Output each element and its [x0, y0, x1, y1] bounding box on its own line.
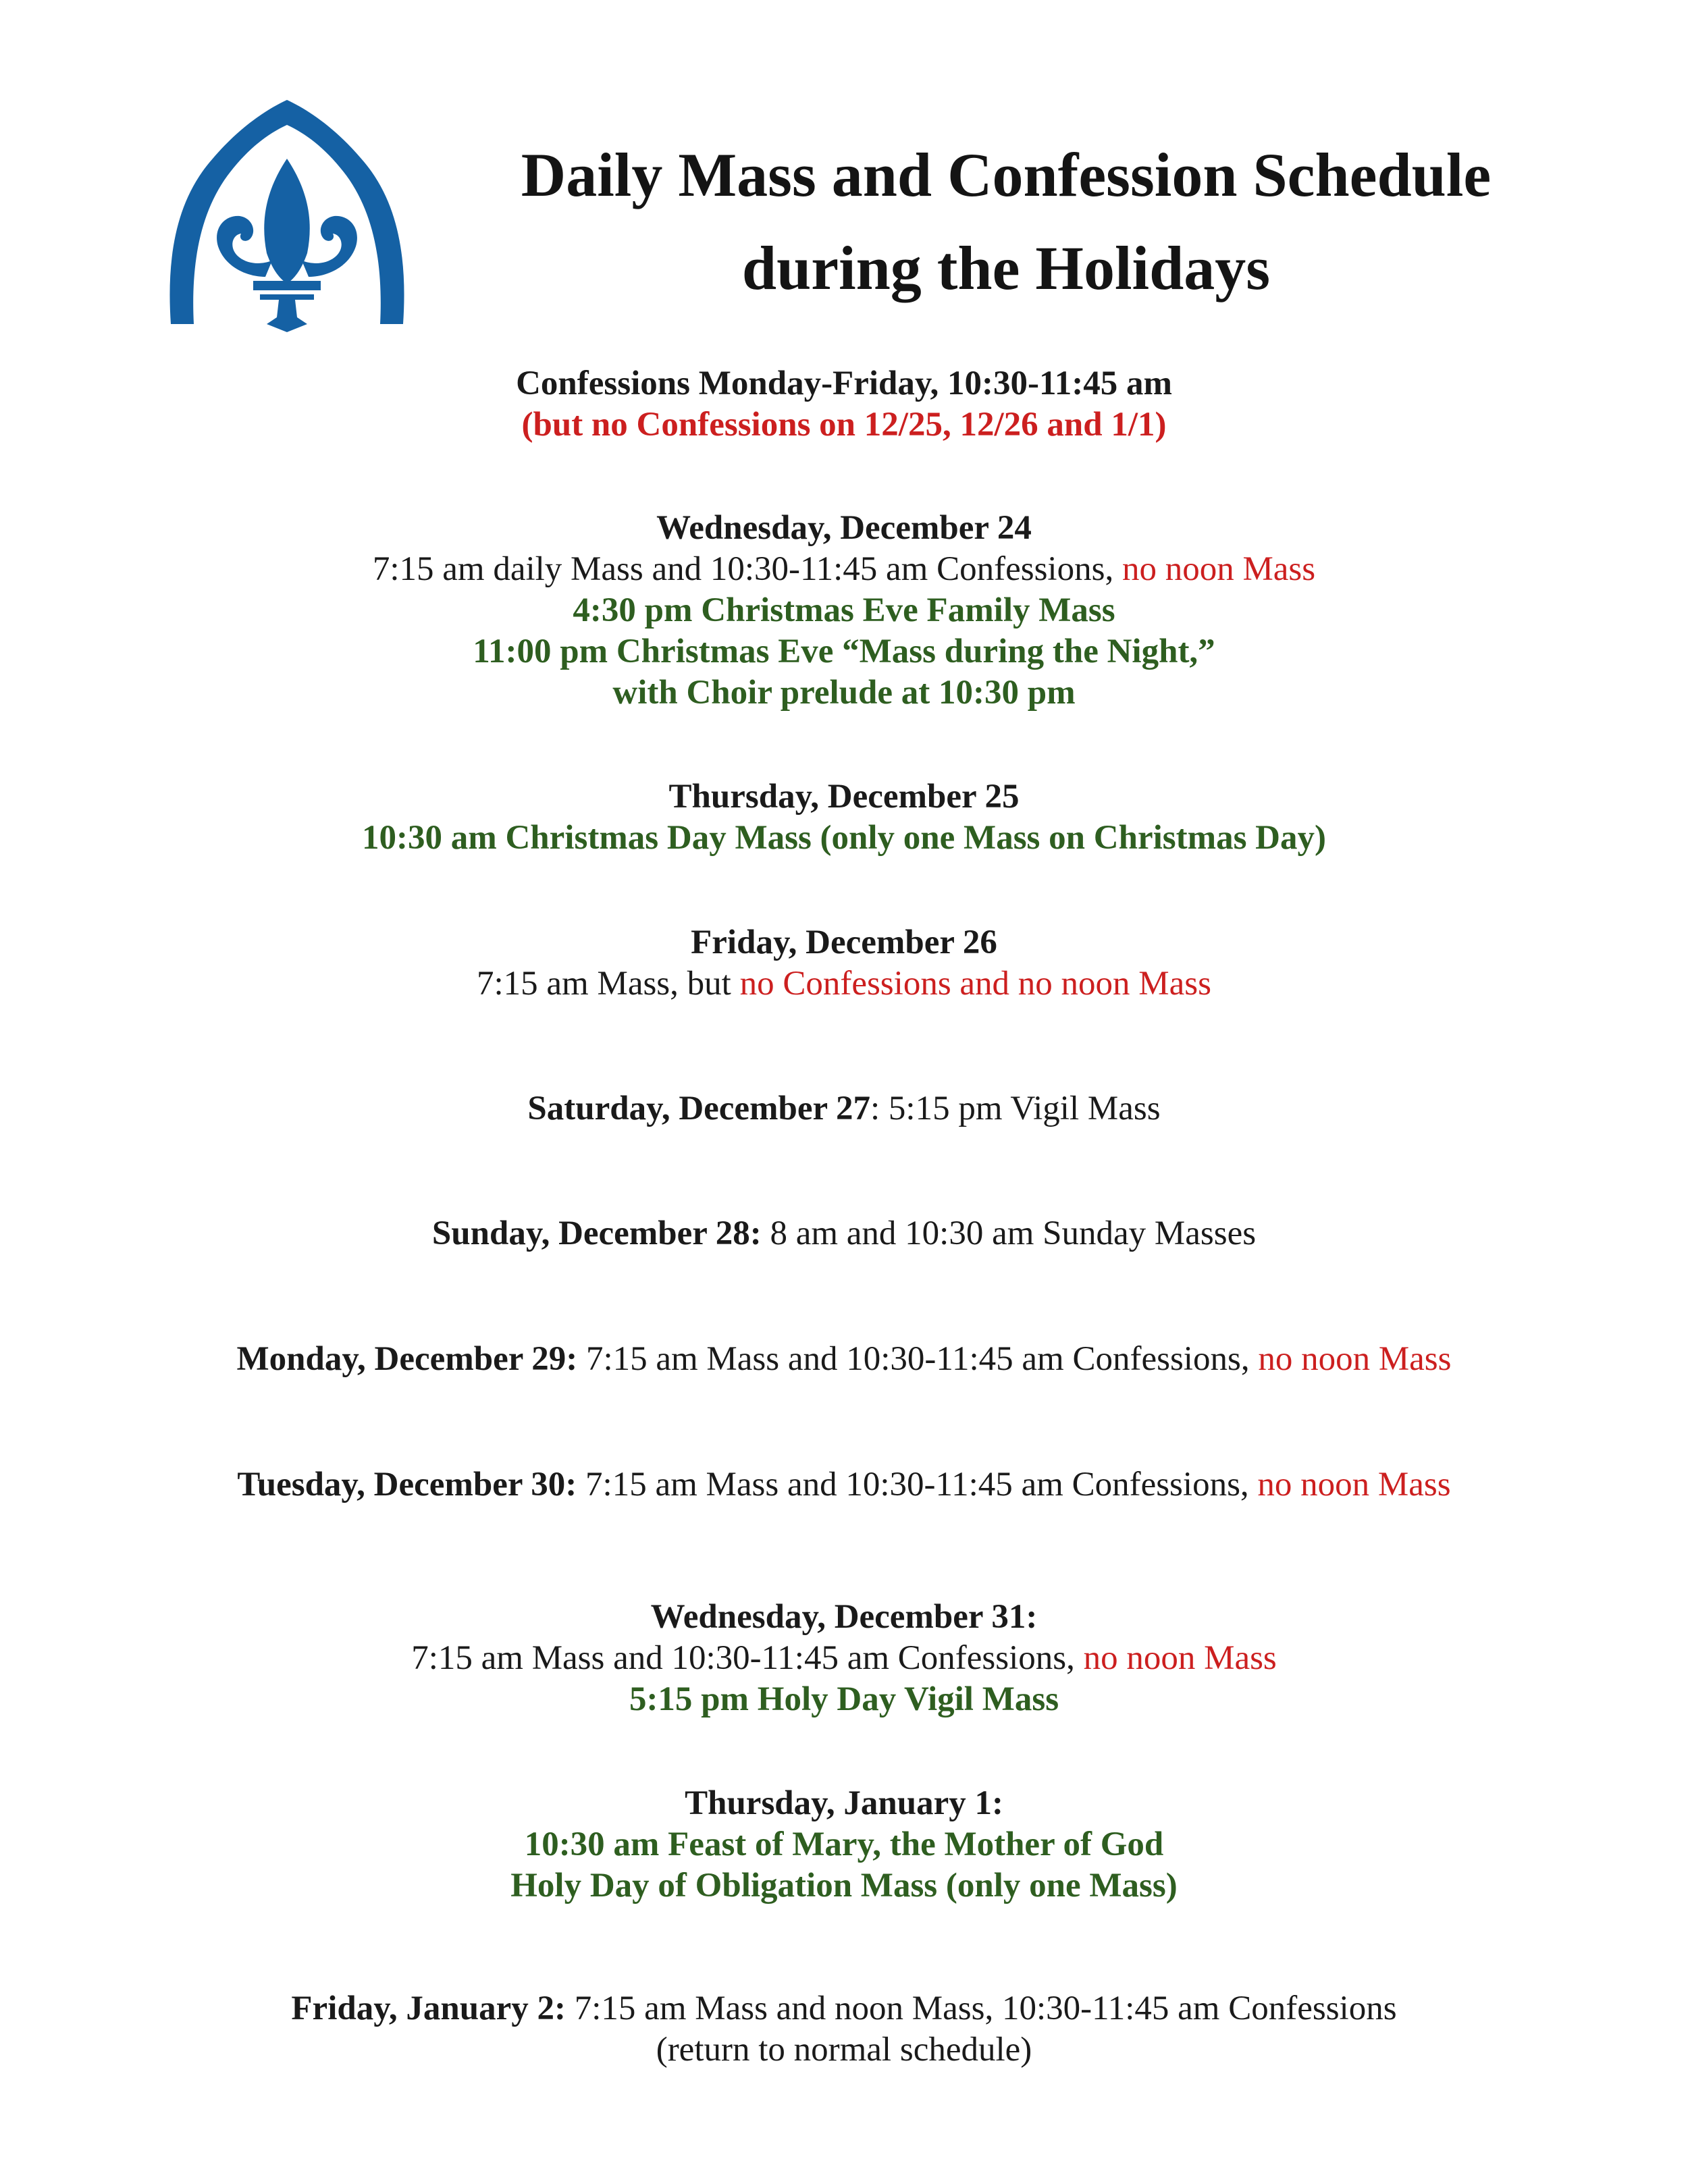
no-noon-mass-note: no noon Mass: [1258, 1340, 1452, 1378]
title-line-1: Daily Mass and Confession Schedule: [521, 140, 1492, 209]
mass-obligation: Holy Day of Obligation Mass (only one Mass): [510, 1867, 1178, 1905]
day-heading: Wednesday, December 31:: [650, 1598, 1038, 1636]
mass-feast: 10:30 am Feast of Mary, the Mother of God: [524, 1826, 1164, 1863]
day-heading: Friday, December 26: [691, 924, 997, 961]
detail-text: 7:15 am Mass and 10:30-11:45 am Confessions,: [585, 1466, 1249, 1503]
day-heading: Friday, January 2:: [291, 1990, 566, 2027]
day-heading: Sunday, December 28:: [431, 1215, 762, 1252]
mass-family: 4:30 pm Christmas Eve Family Mass: [573, 591, 1115, 629]
no-noon-mass-note: no noon Mass: [1122, 550, 1316, 588]
confessions-exception: (but no Confessions on 12/25, 12/26 and 1/1): [521, 406, 1167, 444]
detail-text: 7:15 am Mass and 10:30-11:45 am Confessions,: [411, 1639, 1075, 1677]
detail-text: 7:15 am Mass, but: [477, 965, 731, 1003]
choir-prelude: with Choir prelude at 10:30 pm: [612, 674, 1076, 712]
day-row: [0, 1339, 1688, 1380]
day-dec25: [0, 776, 1688, 859]
confessions-heading: Confessions Monday-Friday, 10:30-11:45 am: [516, 365, 1172, 402]
detail-text: 7:15 am Mass and 10:30-11:45 am Confessions,: [585, 1340, 1250, 1378]
day-heading: Wednesday, December 24: [656, 509, 1032, 547]
day-dec27: [0, 1088, 1688, 1129]
day-heading: Thursday, December 25: [668, 778, 1020, 816]
day-detail: [0, 1638, 1688, 1679]
no-confessions-note: no Confessions and no noon Mass: [739, 965, 1211, 1003]
no-noon-mass-note: no noon Mass: [1257, 1466, 1451, 1503]
day-row: [0, 1988, 1688, 2029]
day-row: [0, 1213, 1688, 1254]
confessions-section: [0, 363, 1688, 446]
fleur-de-lis-logo-icon: [159, 95, 415, 348]
detail-text: 8 am and 10:30 am Sunday Masses: [770, 1215, 1257, 1252]
mass-night: 11:00 pm Christmas Eve “Mass during the Night,”: [473, 633, 1215, 670]
page-title: [446, 128, 1566, 315]
day-heading: Monday, December 29:: [236, 1340, 578, 1378]
day-heading: Tuesday, December 30:: [237, 1466, 577, 1503]
normal-schedule-note: (return to normal schedule): [656, 2031, 1032, 2069]
day-dec29: [0, 1339, 1688, 1380]
day-dec24: [0, 508, 1688, 714]
day-jan1: [0, 1783, 1688, 1907]
day-dec26: [0, 922, 1688, 1005]
detail-text: 7:15 am daily Mass and 10:30-11:45 am Confessions,: [372, 550, 1114, 588]
detail-text: 7:15 am Mass and noon Mass, 10:30-11:45 am Confessions: [574, 1990, 1397, 2027]
title-line-2: during the Holidays: [741, 234, 1271, 302]
day-heading: Thursday, January 1:: [685, 1784, 1003, 1822]
day-dec28: [0, 1213, 1688, 1254]
day-dec30: [0, 1464, 1688, 1506]
mass-vigil: 5:15 pm Holy Day Vigil Mass: [629, 1680, 1059, 1718]
mass-christmas-day: 10:30 am Christmas Day Mass (only one Mass on Christmas Day): [362, 819, 1326, 857]
detail-text: : 5:15 pm Vigil Mass: [870, 1090, 1161, 1127]
day-row: [0, 1088, 1688, 1129]
day-jan2: [0, 1988, 1688, 2071]
no-noon-mass-note: no noon Mass: [1083, 1639, 1277, 1677]
day-detail: [0, 549, 1688, 590]
day-heading: Saturday, December 27: [527, 1090, 871, 1127]
day-detail: [0, 963, 1688, 1005]
day-dec31: [0, 1597, 1688, 1720]
day-row: [0, 1464, 1688, 1506]
